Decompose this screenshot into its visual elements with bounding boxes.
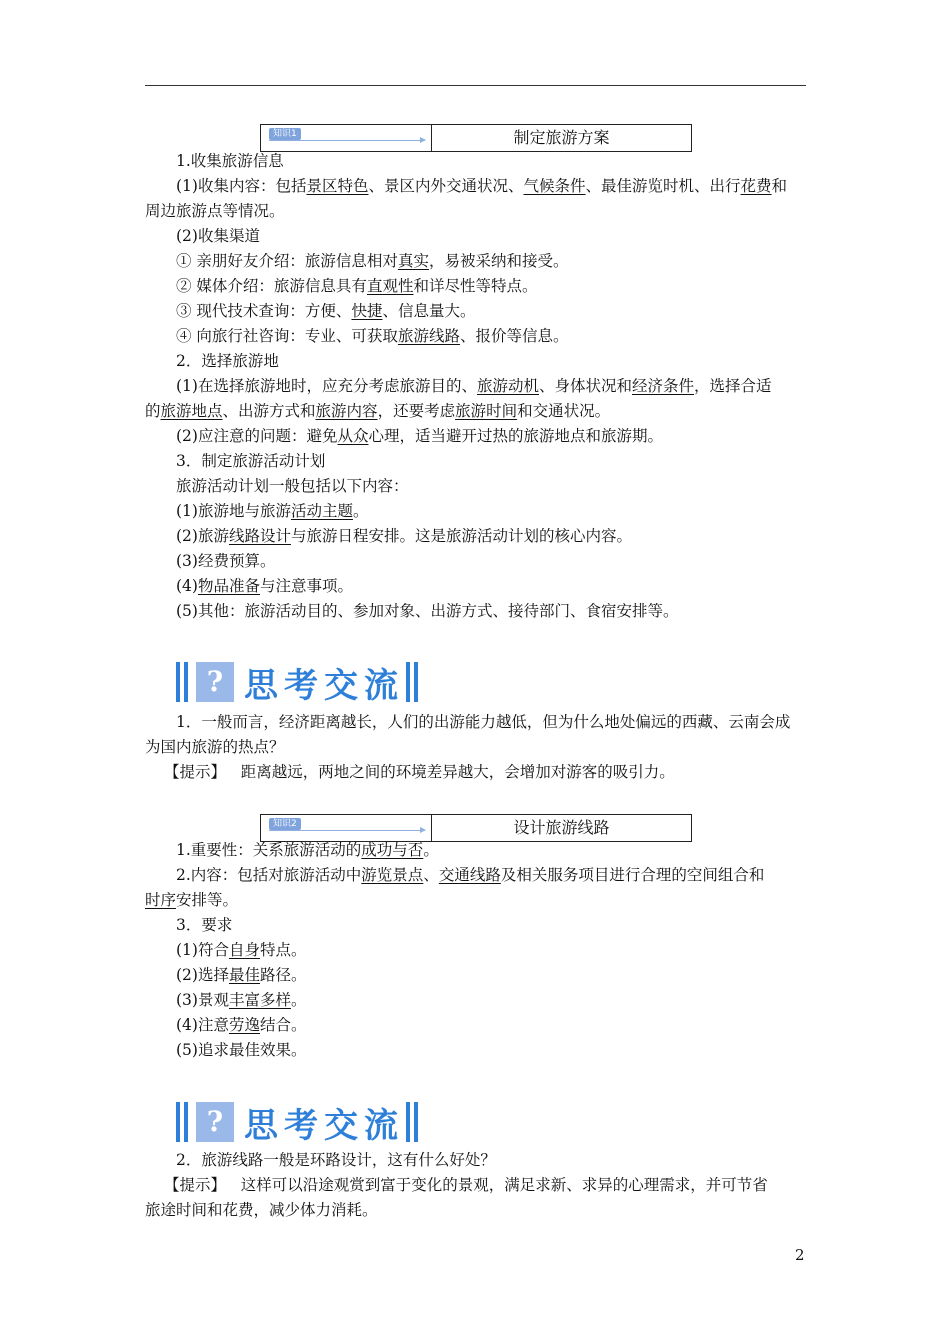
question-1-line-1: 1．一般而言，经济距离越长，人们的出游能力越低，但为什么地处偏远的西藏、云南会成: [176, 713, 791, 731]
question-1-line-2: 为国内旅游的热点？: [145, 738, 285, 756]
arrow-icon: [269, 830, 425, 831]
section-badge-2: 知识2: [269, 818, 301, 830]
content-line-2: 时序安排等。: [145, 891, 239, 909]
think-exchange-banner-1: [176, 660, 418, 704]
answer-1: 【提示】 距离越远，两地之间的环境差异越大，会增加对游客的吸引力。: [164, 763, 675, 781]
header-rule: [145, 85, 806, 86]
plan-title: 3．制定旅游活动计划: [176, 452, 326, 470]
plan-intro: 旅游活动计划一般包括以下内容：: [176, 477, 409, 495]
section-badge-1: 知识1: [269, 128, 301, 140]
section-tag-2: [261, 815, 432, 841]
plan-item-3: (3)经费预算。: [176, 552, 276, 570]
section-tag-1: [261, 125, 432, 151]
question-icon: ?: [196, 1102, 234, 1142]
bars-icon: [176, 1102, 188, 1142]
question-2-line-1: 2．旅游线路一般是环路设计，这有什么好处？: [176, 1151, 496, 1169]
collect-line-2: 周边旅游点等情况。: [145, 202, 285, 220]
bars-icon: [176, 662, 188, 702]
plan-item-2: (2)旅游线路设计与旅游日程安排。这是旅游活动计划的核心内容。: [176, 527, 632, 545]
collect-line-1: (1)收集内容：包括景区特色、景区内外交通状况、气候条件、最佳游览时机、出行花费和: [176, 177, 788, 195]
choose-line-2: 的旅游地点、出游方式和旅游内容，还要考虑旅游时间和交通状况。: [145, 402, 611, 420]
channel-item-1: ① 亲朋好友介绍：旅游信息相对真实，易被采纳和接受。: [176, 252, 569, 270]
channel-item-2: ② 媒体介绍：旅游信息具有直观性和详尽性等特点。: [176, 277, 538, 295]
requirement-item-5: (5)追求最佳效果。: [176, 1041, 307, 1059]
requirement-item-1: (1)符合自身特点。: [176, 941, 307, 959]
bars-icon: [406, 662, 418, 702]
choose-line-3: (2)应注意的问题：避免从众心理，适当避开过热的旅游地点和旅游期。: [176, 427, 663, 445]
section-title-2: 设计旅游线路: [513, 818, 610, 837]
question-icon: ?: [196, 662, 234, 702]
section-title-1: 制定旅游方案: [513, 128, 610, 147]
plan-item-4: (4)物品准备与注意事项。: [176, 577, 353, 595]
choose-title: 2．选择旅游地: [176, 352, 279, 370]
plan-item-5: (5)其他：旅游活动目的、参加对象、出游方式、接待部门、食宿安排等。: [176, 602, 679, 620]
section-header-2: [260, 814, 692, 842]
collect-title: 1.收集旅游信息: [176, 152, 284, 170]
think-exchange-banner-2: [176, 1100, 418, 1144]
plan-item-1: (1)旅游地与旅游活动主题。: [176, 502, 369, 520]
channel-item-3: ③ 现代技术查询：方便、快捷、信息量大。: [176, 302, 476, 320]
channel-item-4: ④ 向旅行社咨询：专业、可获取旅游线路、报价等信息。: [176, 327, 569, 345]
arrow-icon: [269, 140, 425, 141]
requirement-item-3: (3)景观丰富多样。: [176, 991, 307, 1009]
answer-2-line-1: 【提示】 这样可以沿途观赏到富于变化的景观，满足求新、求异的心理需求，并可节省: [164, 1176, 768, 1194]
section-header-1: [260, 124, 692, 152]
content-line-1: 2.内容：包括对旅游活动中游览景点、交通线路及相关服务项目进行合理的空间组合和: [176, 866, 765, 884]
answer-2-line-2: 旅途时间和花费，减少体力消耗。: [145, 1201, 378, 1219]
choose-line-1: (1)在选择旅游地时，应充分考虑旅游目的、旅游动机、身体状况和经济条件，选择合适: [176, 377, 772, 395]
page-number: 2: [795, 1246, 805, 1264]
think-exchange-label: 思考交流: [244, 1105, 404, 1146]
requirement-item-4: (4)注意劳逸结合。: [176, 1016, 307, 1034]
think-exchange-label: 思考交流: [244, 665, 404, 706]
importance-line: 1.重要性：关系旅游活动的成功与否。: [176, 841, 439, 859]
bars-icon: [406, 1102, 418, 1142]
channel-title: (2)收集渠道: [176, 227, 260, 245]
requirement-title: 3．要求: [176, 916, 233, 934]
requirement-item-2: (2)选择最佳路径。: [176, 966, 307, 984]
